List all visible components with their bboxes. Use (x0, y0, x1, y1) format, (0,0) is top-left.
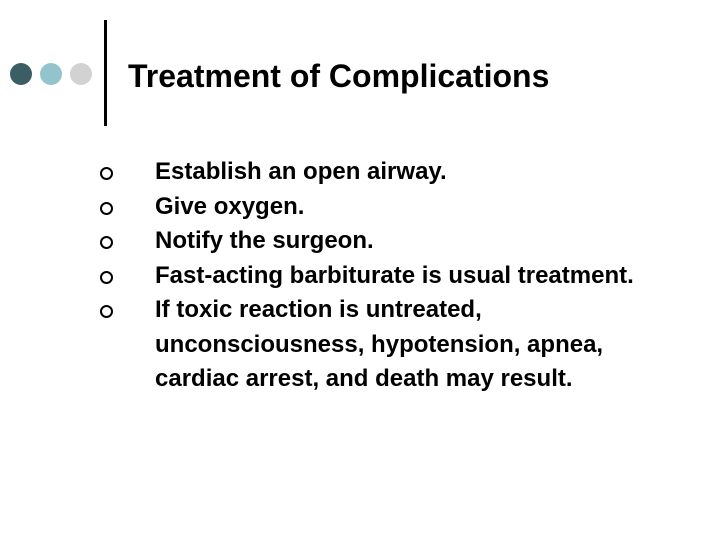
decorative-dots (10, 63, 92, 85)
bullet-item (100, 224, 660, 259)
circle-bullet-icon (100, 271, 113, 284)
dot-dark (10, 63, 32, 85)
bullet-text: Establish an open airway. (155, 158, 447, 185)
bullet-item (100, 155, 660, 190)
slide-title: Treatment of Complications (128, 58, 550, 94)
bullet-text: Notify the surgeon. (155, 227, 374, 254)
dot-light-blue (40, 63, 62, 85)
title-divider-line (104, 20, 107, 126)
bullet-list (100, 155, 660, 397)
bullet-item (100, 259, 660, 294)
dot-gray (70, 63, 92, 85)
circle-bullet-icon (100, 305, 113, 318)
bullet-item (100, 293, 660, 397)
circle-bullet-icon (100, 236, 113, 249)
bullet-item (100, 190, 660, 225)
bullet-text: Fast-acting barbiturate is usual treatment. (155, 261, 634, 289)
circle-bullet-icon (100, 167, 113, 180)
bullet-text: Give oxygen. (155, 192, 305, 220)
circle-bullet-icon (100, 202, 113, 215)
bullet-text: If toxic reaction is untreated, unconsciousness, hypotension, apnea, cardiac arrest, and death may result. (155, 296, 604, 392)
